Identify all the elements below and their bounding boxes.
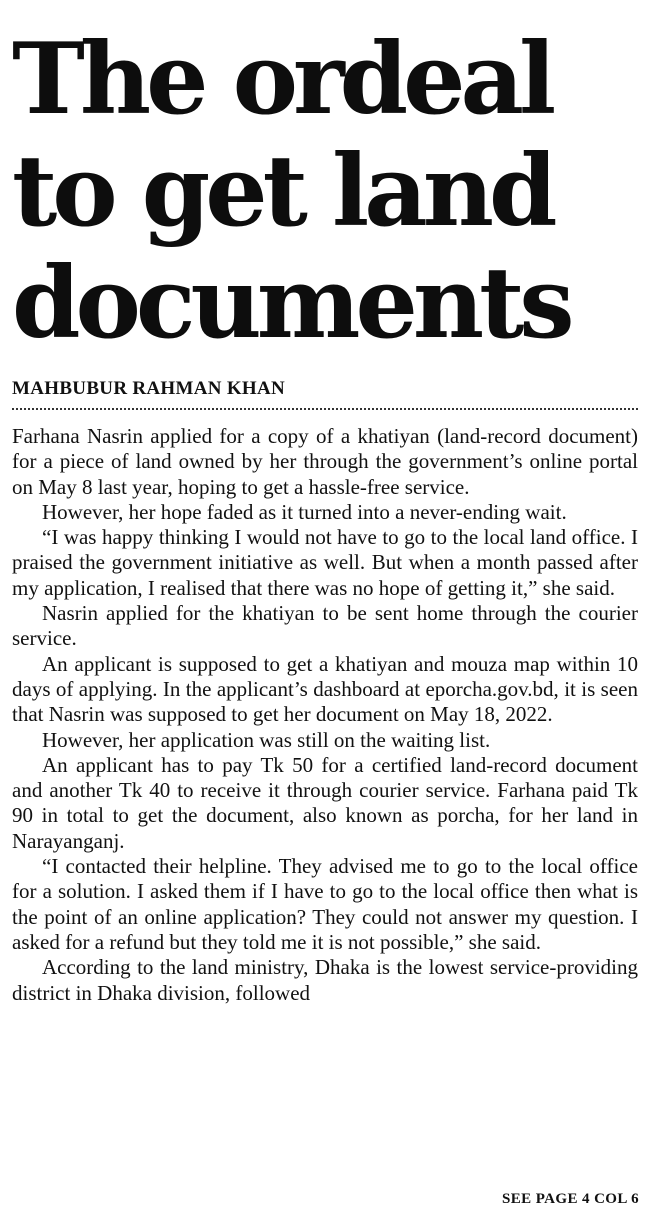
headline (12, 0, 638, 360)
paragraph: An applicant is supposed to get a khatiyan and mouza map within 10 days of applying. In the applicant’s dashboard at eporcha.gov.bd, it is seen that Nasrin was supposed to get her document on May 18, 2022. (12, 651, 638, 727)
article-body (12, 424, 638, 1006)
dotted-divider (12, 408, 638, 410)
paragraph: Nasrin applied for the khatiyan to be sent home through the courier service. (12, 601, 638, 651)
paragraph: “I was happy thinking I would not have to go to the local land office. I praised the government initiative as well. But when a month passed after my application, I realised that there was no hope of getting it,” she said. (12, 525, 638, 600)
paragraph: Farhana Nasrin applied for a copy of a khatiyan (land-record document) for a piece of land owned by her through the government’s online portal on May 8 last year, hoping to get a hassle-free service. (12, 424, 638, 499)
byline: MAHBUBUR RAHMAN KHAN (12, 378, 286, 399)
paragraph: However, her hope faded as it turned into a never-ending wait. (42, 499, 567, 524)
continuation-note: SEE PAGE 4 COL 6 (502, 1191, 639, 1207)
article (12, 0, 638, 1006)
headline-line: to get land (12, 134, 553, 249)
paragraph: However, her application was still on the waiting list. (42, 727, 491, 752)
paragraph: According to the land ministry, Dhaka is the lowest service-providing district in Dhaka division, followed (12, 955, 638, 1005)
headline-line: The ordeal (12, 22, 552, 137)
paragraph: “I contacted their helpline. They advised me to go to the local office for a solution. I asked them if I have to go to the local office then what is the point of an online application? They could not answer my question. I asked for a refund but they told me it is not possible,” she said. (12, 854, 638, 954)
paragraph: An applicant has to pay Tk 50 for a certified land-record document and another Tk 40 to receive it through courier service. Farhana paid Tk 90 in total to get the document, also known as porcha, for her land in Narayanganj. (12, 752, 638, 853)
headline-line: documents (12, 246, 570, 361)
